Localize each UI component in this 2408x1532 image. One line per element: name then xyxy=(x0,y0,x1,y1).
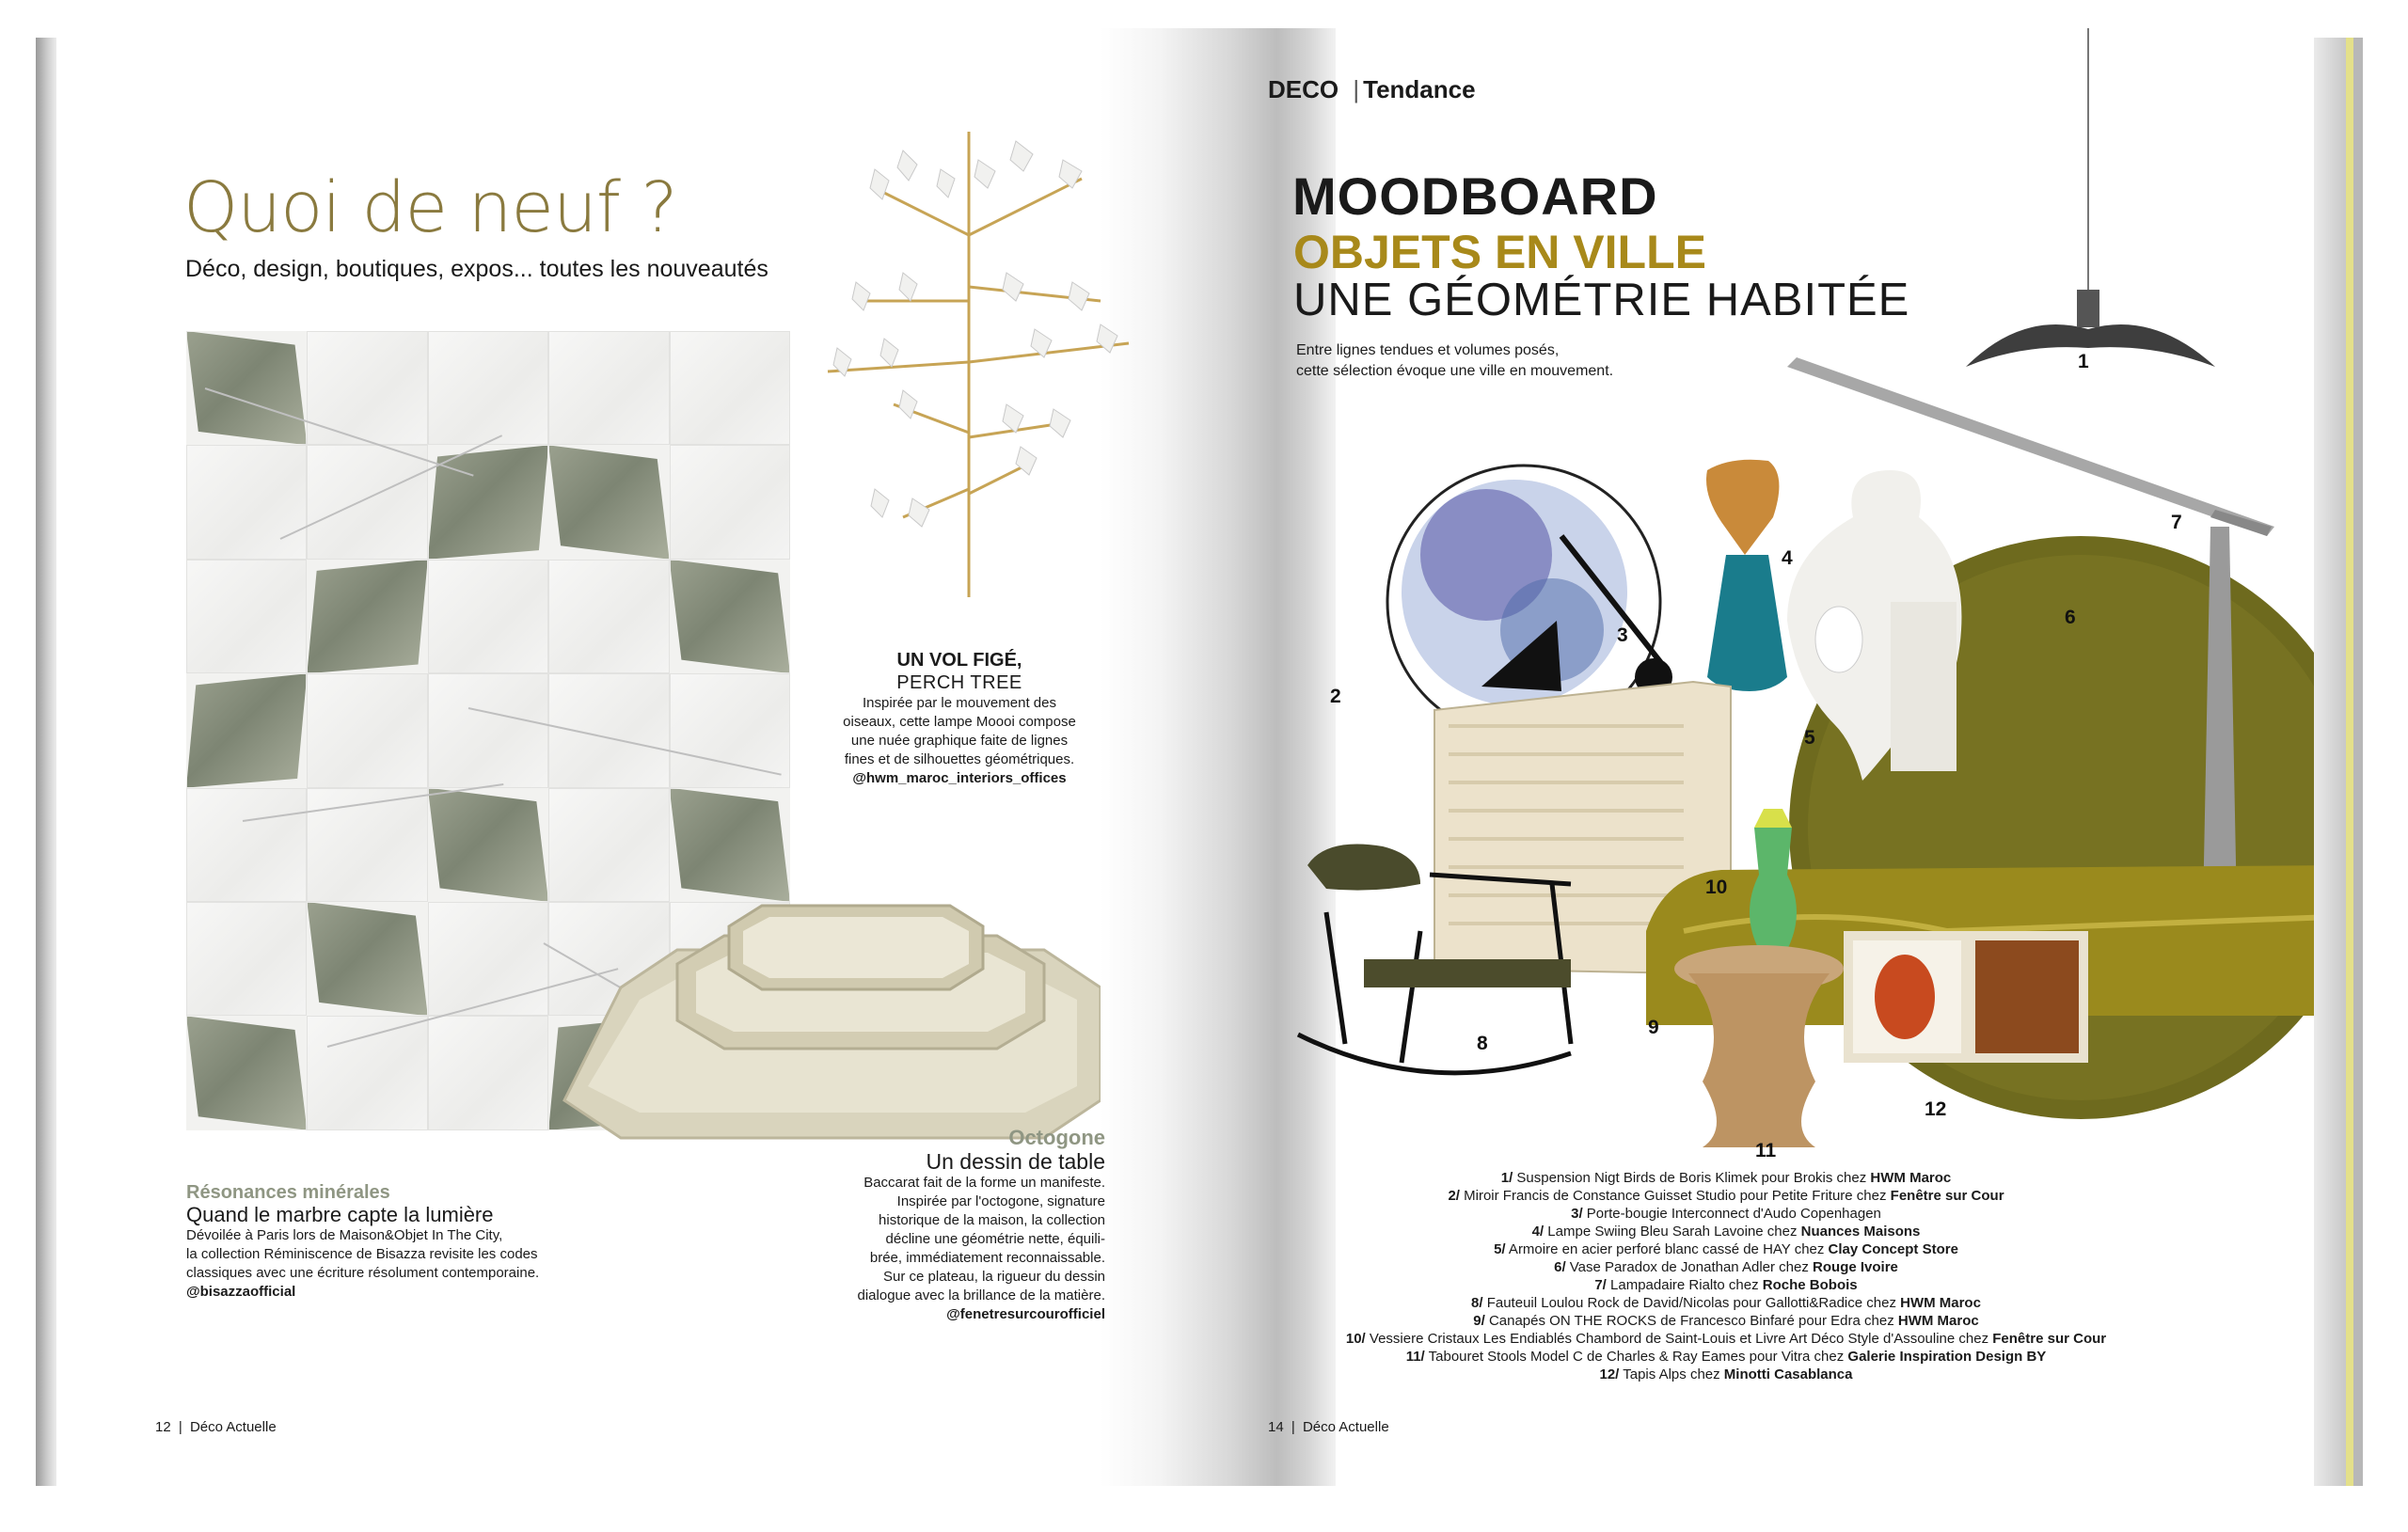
credit-line-7 xyxy=(1223,1276,2229,1294)
credit-text: Tapis Alps chez xyxy=(1619,1366,1724,1382)
item-number-7: 7 xyxy=(2171,512,2182,533)
left-folio: 12 | Déco Actuelle xyxy=(155,1419,277,1435)
marble-tile xyxy=(307,560,427,673)
item-number-11: 11 xyxy=(1755,1140,1777,1161)
credit-num: 2/ xyxy=(1448,1188,1460,1204)
marble-tile xyxy=(186,788,307,902)
credit-line-9 xyxy=(1223,1312,2229,1330)
right-page-edge xyxy=(2312,38,2346,1486)
page-title: Quoi de neuf ? xyxy=(183,167,677,248)
marble-body-1: Dévoilée à Paris lors de Maison&Objet In The City, xyxy=(186,1227,503,1243)
credit-shop: HWM Maroc xyxy=(1900,1295,1981,1311)
item-number-2: 2 xyxy=(1330,686,1341,707)
credit-shop: HWM Maroc xyxy=(1870,1170,1952,1186)
marble-body-3: classiques avec une écriture résolument contemporaine. xyxy=(186,1265,540,1281)
marble-tile xyxy=(186,560,307,673)
page-subtitle: Déco, design, boutiques, expos... toutes les nouveautés xyxy=(185,256,768,282)
octogone-heading: Un dessin de table xyxy=(926,1149,1105,1174)
right-folio-label: Déco Actuelle xyxy=(1302,1419,1389,1435)
item-number-3: 3 xyxy=(1617,624,1628,646)
marble-tile xyxy=(548,445,669,559)
octogone-body-2: Inspirée par l'octogone, signature xyxy=(896,1193,1105,1209)
octagon-trays-image xyxy=(555,898,1101,1143)
credit-num: 1/ xyxy=(1500,1170,1513,1186)
credit-text: Fauteuil Loulou Rock de David/Nicolas pour Gallotti&Radice chez xyxy=(1482,1295,1901,1311)
marble-kicker: Résonances minérales xyxy=(186,1182,390,1203)
octogone-handle: @fenetresurcourofficiel xyxy=(946,1306,1105,1322)
credit-num: 11/ xyxy=(1405,1349,1425,1365)
credit-line-12 xyxy=(1223,1366,2229,1383)
credit-line-4 xyxy=(1223,1223,2229,1240)
marble-tile xyxy=(186,902,307,1016)
credit-num: 12/ xyxy=(1599,1366,1620,1382)
credit-text: Vase Paradox de Jonathan Adler chez xyxy=(1565,1259,1814,1275)
marble-tile xyxy=(307,445,427,559)
item-number-9: 9 xyxy=(1648,1017,1659,1038)
night-birds-pendant xyxy=(1966,324,2215,367)
credit-line-8 xyxy=(1223,1294,2229,1312)
credit-shop: Nuances Maisons xyxy=(1800,1224,1921,1240)
credit-num: 8/ xyxy=(1471,1295,1483,1311)
marble-tile xyxy=(186,1016,307,1129)
credit-num: 6/ xyxy=(1554,1259,1566,1275)
marble-body-2: la collection Réminiscence de Bisazza revisite les codes xyxy=(186,1246,538,1262)
credit-shop: Roche Bobois xyxy=(1762,1277,1858,1293)
marble-tile xyxy=(307,1016,427,1129)
marble-tile xyxy=(307,788,427,902)
item-number-6: 6 xyxy=(2065,607,2076,628)
marble-tile xyxy=(670,331,790,445)
credit-line-2 xyxy=(1223,1187,2229,1205)
left-page-edge xyxy=(36,38,56,1486)
octogone-body-7: dialogue avec la brillance de la matière. xyxy=(857,1287,1105,1303)
marble-tile xyxy=(186,673,307,787)
credits-list xyxy=(1223,1169,2229,1383)
credit-num: 7/ xyxy=(1594,1277,1607,1293)
moodboard-subtitle: OBJETS EN VILLE xyxy=(1293,226,1706,278)
octogone-body-3: historique de la maison, la collection xyxy=(879,1212,1105,1228)
marble-tile xyxy=(548,788,669,902)
credit-text: Lampadaire Rialto chez xyxy=(1606,1277,1763,1293)
marble-tile xyxy=(428,1016,548,1129)
credit-shop: Rouge Ivoire xyxy=(1813,1259,1898,1275)
marble-tile xyxy=(307,673,427,787)
item-number-10: 10 xyxy=(1705,877,1728,898)
item-number-4: 4 xyxy=(1782,547,1793,569)
perch-body-1: Inspirée par le mouvement des xyxy=(863,695,1056,711)
section-header: DECO | Tendance xyxy=(1268,75,1476,103)
credit-num: 3/ xyxy=(1571,1206,1583,1222)
endiables-carafe xyxy=(1750,828,1797,955)
marble-tile xyxy=(670,445,790,559)
right-page-edge-outer xyxy=(2353,38,2363,1486)
credit-shop: HWM Maroc xyxy=(1897,1313,1979,1329)
credit-num: 10/ xyxy=(1345,1331,1366,1347)
right-folio: 14 | Déco Actuelle xyxy=(1268,1419,1389,1435)
credit-line-10 xyxy=(1223,1330,2229,1348)
octogone-body-5: brée, immédiatement reconnaissable. xyxy=(869,1250,1105,1266)
intro-line-1: Entre lignes tendues et volumes posés, xyxy=(1296,342,1560,358)
marble-tile xyxy=(670,788,790,902)
moodboard-title: MOODBOARD xyxy=(1292,166,1658,226)
marble-tile xyxy=(428,673,548,787)
credit-text: Porte-bougie Interconnect d'Audo Copenhagen xyxy=(1582,1206,1881,1222)
marble-tile xyxy=(670,673,790,787)
item-number-1: 1 xyxy=(2078,351,2089,372)
credit-shop: Galerie Inspiration Design BY xyxy=(1847,1349,2047,1365)
credit-text: Lampe Swiing Bleu Sarah Lavoine chez xyxy=(1544,1224,1801,1240)
marble-tile xyxy=(428,560,548,673)
credit-shop: Fenêtre sur Cour xyxy=(1992,1331,2107,1347)
octogone-body-4: décline une géométrie nette, équili- xyxy=(885,1231,1105,1247)
perch-body-2: oiseaux, cette lampe Moooi compose xyxy=(843,714,1076,730)
credit-shop: Clay Concept Store xyxy=(1828,1241,1958,1257)
marble-tile xyxy=(548,560,669,673)
moodboard-collage xyxy=(1289,28,2314,1166)
marble-tile xyxy=(428,331,548,445)
credit-line-3 xyxy=(1223,1205,2229,1223)
perch-body-3: une nuée graphique faite de lignes xyxy=(850,733,1069,749)
marble-tile xyxy=(428,902,548,1016)
marble-tile xyxy=(428,788,548,902)
credit-num: 5/ xyxy=(1494,1241,1506,1257)
credit-text: Tabouret Stools Model C de Charles & Ray Eames pour Vitra chez xyxy=(1424,1349,1848,1365)
marble-tile xyxy=(186,445,307,559)
octogone-body-1: Baccarat fait de la forme un manifeste. xyxy=(863,1175,1105,1191)
credit-shop: Minotti Casablanca xyxy=(1723,1366,1853,1382)
octogone-body-6: Sur ce plateau, la rigueur du dessin xyxy=(883,1269,1105,1285)
perch-tree-lamp-image xyxy=(818,122,1143,602)
perch-subheading: PERCH TREE xyxy=(896,672,1022,693)
credit-text: Vessiere Cristaux Les Endiablés Chambord de Saint-Louis et Livre Art Déco Style d'Assouline chez xyxy=(1365,1331,1993,1347)
octogone-caption xyxy=(781,1127,1105,1324)
section-label: DECO xyxy=(1268,75,1339,103)
perch-body-4: fines et de silhouettes géométriques. xyxy=(844,751,1075,767)
intro-line-2: cette sélection évoque une ville en mouvement. xyxy=(1296,363,1614,379)
perch-heading: UN VOL FIGÉ, xyxy=(896,650,1022,671)
credit-shop: Fenêtre sur Cour xyxy=(1890,1188,2004,1204)
credit-text: Armoire en acier perforé blanc cassé de HAY chez xyxy=(1505,1241,1829,1257)
moodboard-tagline: UNE GÉOMÉTRIE HABITÉE xyxy=(1293,275,1910,325)
swiing-lamp xyxy=(1706,460,1779,555)
credit-num: 4/ xyxy=(1531,1224,1545,1240)
marble-tile xyxy=(548,673,669,787)
left-folio-number: 12 xyxy=(155,1419,171,1435)
left-folio-label: Déco Actuelle xyxy=(189,1419,277,1435)
credit-text: Canapés ON THE ROCKS de Francesco Binfaré pour Edra chez xyxy=(1484,1313,1898,1329)
right-folio-number: 14 xyxy=(1268,1419,1284,1435)
credit-line-6 xyxy=(1223,1258,2229,1276)
credit-num: 9/ xyxy=(1473,1313,1485,1329)
credit-line-11 xyxy=(1223,1348,2229,1366)
item-number-12: 12 xyxy=(1925,1098,1947,1120)
marble-tile xyxy=(548,331,669,445)
credit-line-1 xyxy=(1223,1169,2229,1187)
octogone-kicker: Octogone xyxy=(1008,1126,1105,1149)
credit-text: Miroir Francis de Constance Guisset Studio pour Petite Friture chez xyxy=(1459,1188,1891,1204)
rubric-label: Tendance xyxy=(1363,75,1476,103)
marble-tile xyxy=(670,560,790,673)
marble-heading: Quand le marbre capte la lumière xyxy=(186,1203,494,1226)
marble-caption xyxy=(186,1182,713,1302)
perch-caption xyxy=(809,649,1110,788)
item-number-8: 8 xyxy=(1477,1033,1488,1054)
item-number-5: 5 xyxy=(1804,727,1815,749)
credit-line-5 xyxy=(1223,1240,2229,1258)
credit-text: Suspension Nigt Birds de Boris Klimek pour Brokis chez xyxy=(1513,1170,1871,1186)
perch-handle: @hwm_maroc_interiors_offices xyxy=(852,770,1067,786)
marble-tile xyxy=(307,902,427,1016)
right-page-edge-accent xyxy=(2346,38,2353,1486)
marble-handle: @bisazzaofficial xyxy=(186,1284,296,1300)
